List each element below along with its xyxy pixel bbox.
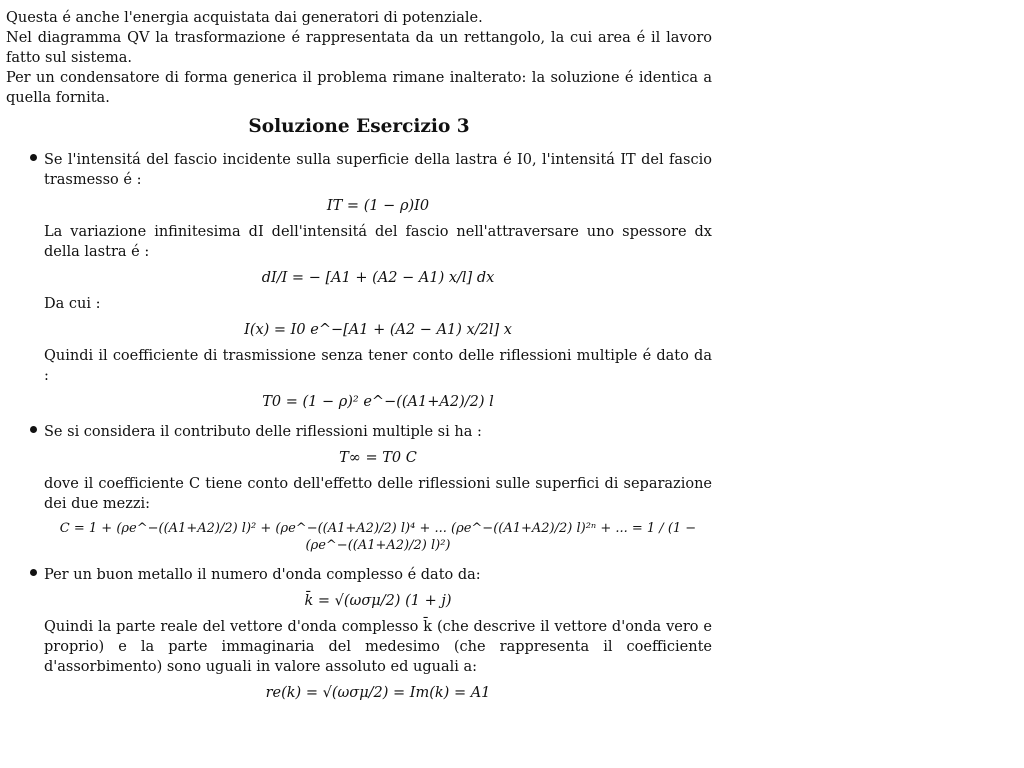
bullet-3-text-1: Per un buon metallo il numero d'onda complesso é dato da:	[44, 567, 481, 584]
bullet-item-3	[6, 565, 712, 703]
bullet-dot	[30, 426, 37, 433]
bullet-2-text-1: Se si considera il contributo delle riflessioni multiple si ha :	[44, 423, 482, 440]
equation-t0: T0 = (1 − ρ)² e^−((A1+A2)/2) l	[262, 393, 494, 410]
bullet-dot	[30, 154, 37, 161]
bullet-item-1	[6, 150, 712, 412]
intro-line-2: Nel diagramma QV la trasformazione é rappresentata da un rettangolo, la cui area é il lavoro fatto sul sistema.	[6, 30, 712, 66]
equation-t-infinity: T∞ = T0 C	[339, 449, 417, 466]
bullet-2-text-2: dove il coefficiente C tiene conto dell'effetto delle riflessioni sulle superfici di separazione dei due mezzi:	[44, 475, 712, 512]
bullet-item-2	[6, 422, 712, 556]
intro-line-3: Per un condensatore di forma generica il problema rimane inalterato: la soluzione é identica a quella fornita.	[6, 70, 712, 106]
equation-real-imag: re(k) = √(ωσμ/2) = Im(k) = A1	[265, 685, 491, 702]
equation-intensity-x: I(x) = I0 e^−[A1 + (A2 − A1) x/2l] x	[244, 321, 512, 338]
bullet-1-text-1: Se l'intensitá del fascio incidente sulla superficie della lastra é I0, l'intensitá IT del fascio trasmesso é :	[44, 151, 712, 188]
document-page	[6, 8, 712, 713]
equation-differential: dI/I = − [A1 + (A2 − A1) x/l] dx	[261, 269, 495, 286]
equation-c-series: C = 1 + (ρe^−((A1+A2)/2) l)² + (ρe^−((A1+A2)/2) l)⁴ + ... (ρe^−((A1+A2)/2) l)²ⁿ + ... = 1 / (1 − (ρe^−((A1+A2)/2) l)²)	[59, 520, 697, 554]
intro-line-1: Questa é anche l'energia acquistata dai generatori di potenziale.	[6, 10, 483, 26]
bullet-1-text-4: Quindi il coefficiente di trasmissione senza tener conto delle riflessioni multiple é dato da :	[44, 347, 712, 384]
bullet-1-text-3: Da cui :	[44, 295, 101, 312]
equation-wave-number: k̄ = √(ωσμ/2) (1 + j)	[304, 593, 452, 610]
equation-transmitted-intensity: IT = (1 − ρ)I0	[326, 197, 430, 214]
bullet-dot	[30, 569, 37, 576]
bullet-1-text-2: La variazione infinitesima dI dell'intensitá del fascio nell'attraversare uno spessore dx della lastra é :	[44, 223, 712, 260]
bullet-3-text-2: Quindi la parte reale del vettore d'onda complesso k̄ (che descrive il vettore d'onda vero e proprio) e la parte immaginaria del medesimo (che rappresenta il coefficiente d'assorbimento) sono uguali in valore assoluto ed uguali a:	[44, 619, 712, 676]
section-heading: Soluzione Esercizio 3	[248, 116, 470, 137]
